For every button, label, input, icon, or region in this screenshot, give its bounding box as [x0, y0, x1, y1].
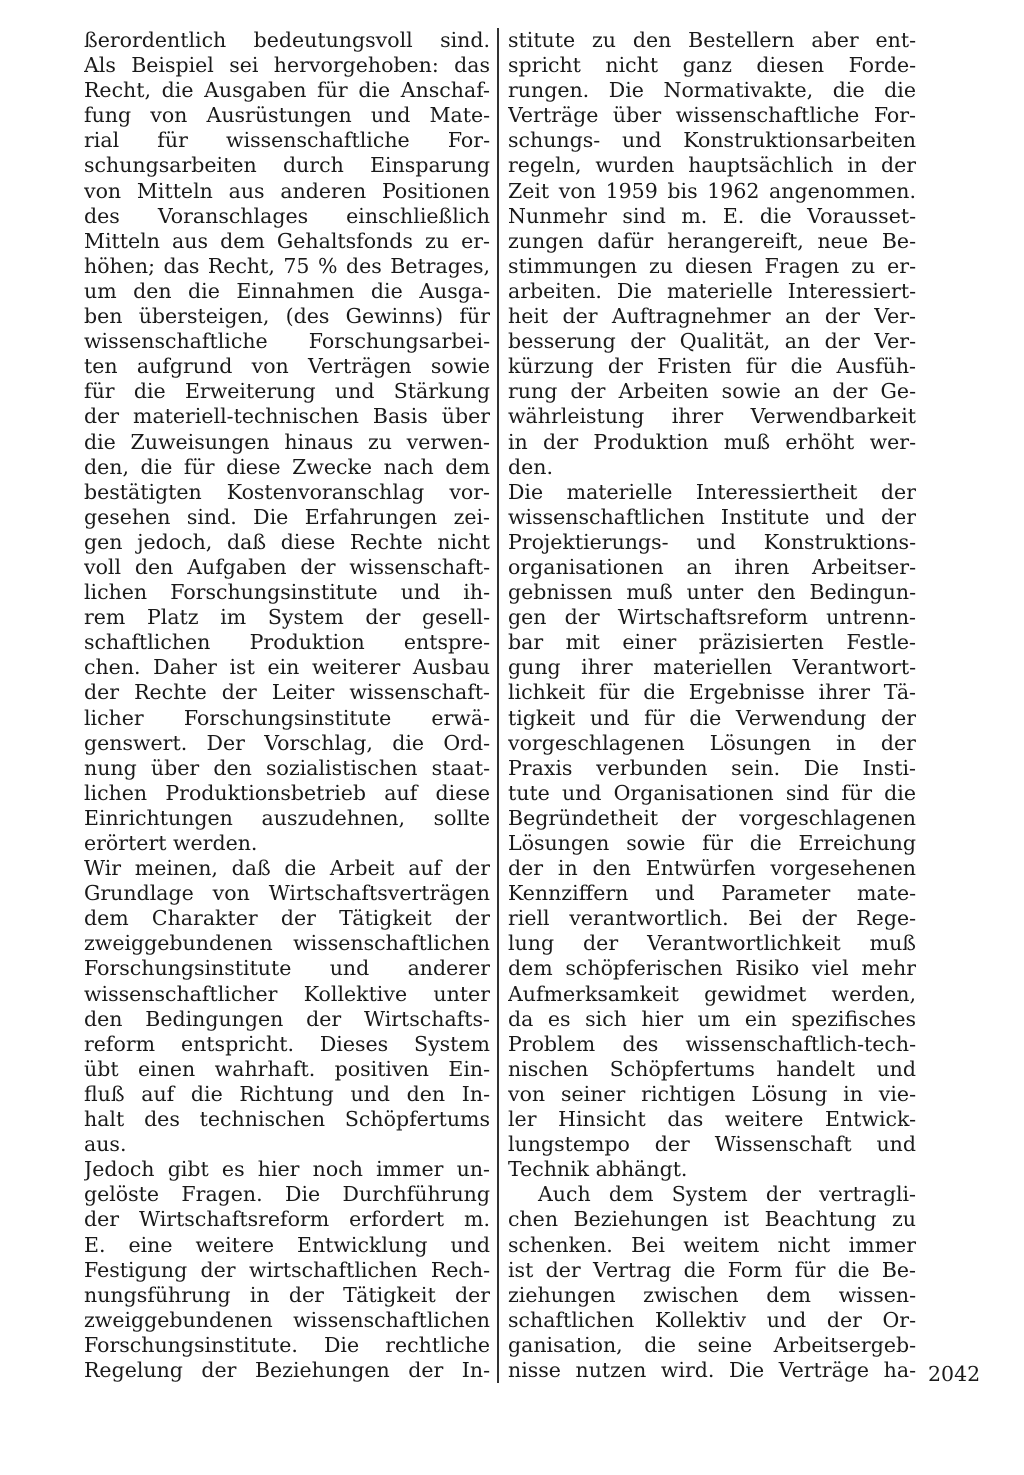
text-line: wissenschaftlicher Kollektive unter — [84, 981, 490, 1006]
text-line: lung der Verantwortlichkeit muß — [508, 931, 916, 956]
text-line: den, die für diese Zwecke nach dem — [84, 454, 490, 479]
text-line: die Zuweisungen hinaus zu verwen- — [84, 429, 490, 454]
text-line: lichen Forschungsinstitute und ih- — [84, 580, 490, 605]
text-line: rial für wissenschaftliche For- — [84, 128, 490, 153]
text-line: genswert. Der Vorschlag, die Ord- — [84, 730, 490, 755]
text-line: nung über den sozialistischen staat- — [84, 755, 490, 780]
text-line: höhen; das Recht, 75 % des Betrages, — [84, 253, 490, 278]
text-line: bar mit einer präzisierten Festle- — [508, 630, 916, 655]
text-line: chen. Daher ist ein weiterer Ausbau — [84, 655, 490, 680]
text-line: währleistung ihrer Verwendbarkeit — [508, 404, 916, 429]
text-line: rem Platz im System der gesell- — [84, 605, 490, 630]
text-line: schaftlichen Produktion entspre- — [84, 630, 490, 655]
left-text-column — [84, 28, 490, 1383]
text-line: gung ihrer materiellen Verantwort- — [508, 655, 916, 680]
text-line: reform entspricht. Dieses System — [84, 1031, 490, 1056]
text-line: riell verantwortlich. Bei der Rege- — [508, 906, 916, 931]
text-line: Nunmehr sind m. E. die Vorausset- — [508, 203, 916, 228]
text-line: aus. — [84, 1132, 127, 1157]
text-line: voll den Aufgaben der wissenschaft- — [84, 554, 490, 579]
text-line: ßerordentlich bedeutungsvoll sind. — [84, 28, 490, 52]
text-line: von Mitteln aus anderen Positionen — [84, 178, 490, 203]
text-line: zweiggebundenen wissenschaftlichen — [84, 931, 490, 956]
text-line: für die Erweiterung und Stärkung — [84, 379, 490, 404]
text-line: schenken. Bei weitem nicht immer — [508, 1232, 916, 1257]
text-line: der Rechte der Leiter wissenschaft- — [84, 680, 490, 705]
text-line: wissenschaftliche Forschungsarbei- — [84, 329, 490, 354]
text-line: Forschungsinstitute und anderer — [84, 956, 490, 981]
text-line: ten aufgrund von Verträgen sowie — [84, 354, 490, 379]
text-line: tigkeit und für die Verwendung der — [508, 705, 916, 730]
text-line: um den die Einnahmen die Ausga- — [84, 278, 490, 303]
text-line: Festigung der wirtschaftlichen Rech- — [84, 1257, 490, 1282]
text-line: Als Beispiel sei hervorgehoben: das — [84, 53, 490, 78]
text-line: Forschungsinstitute. Die rechtliche — [84, 1332, 490, 1357]
text-line: in der Produktion muß erhöht wer- — [508, 429, 916, 454]
text-line: lungstempo der Wissenschaft und — [508, 1132, 916, 1157]
text-line: der materiell-technischen Basis über — [84, 404, 490, 429]
text-line: nisse nutzen wird. Die Verträge ha- — [508, 1357, 916, 1382]
text-line: E. eine weitere Entwicklung und — [84, 1232, 490, 1257]
text-line: Einrichtungen auszudehnen, sollte — [84, 805, 490, 830]
text-line: chen Beziehungen ist Beachtung zu — [508, 1207, 916, 1232]
text-line: schaftlichen Kollektiv und der Or- — [508, 1307, 916, 1332]
text-line: stimmungen zu diesen Fragen zu er- — [508, 253, 916, 278]
text-line: stitute zu den Bestellern aber ent- — [508, 28, 916, 52]
text-line: gelöste Fragen. Die Durchführung — [84, 1182, 490, 1207]
text-line: erörtert werden. — [84, 831, 258, 855]
text-line: ler Hinsicht das weitere Entwick- — [508, 1107, 916, 1132]
text-line: Mitteln aus dem Gehaltsfonds zu er- — [84, 228, 490, 253]
text-line: da es sich hier um ein spezifisches — [508, 1006, 916, 1031]
text-line: Die materielle Interessiertheit der — [508, 479, 916, 504]
text-line: spricht nicht ganz diesen Forde- — [508, 53, 916, 78]
text-line: regeln, wurden hauptsächlich in der — [508, 153, 916, 178]
text-line: gen der Wirtschaftsreform untrenn- — [508, 605, 916, 630]
text-line: des Voranschlages einschließlich — [84, 203, 490, 228]
text-line: rung der Arbeiten sowie an der Ge- — [508, 379, 916, 404]
text-line: kürzung der Fristen für die Ausfüh- — [508, 354, 916, 379]
text-line: ist der Vertrag die Form für die Be- — [508, 1257, 916, 1282]
text-line: Technik abhängt. — [508, 1157, 688, 1182]
text-line: vorgeschlagenen Lösungen in der — [508, 730, 916, 755]
text-line: ben übersteigen, (des Gewinns) für — [84, 304, 490, 329]
text-line: fluß auf die Richtung und den In- — [84, 1081, 490, 1106]
text-line: besserung der Qualität, an der Ver- — [508, 329, 916, 354]
page-number: 2042 — [928, 1362, 981, 1386]
text-line: Jedoch gibt es hier noch immer un- — [84, 1157, 490, 1182]
column-divider — [497, 28, 499, 1383]
text-line: Auch dem System der vertragli- — [538, 1182, 916, 1207]
text-line: heit der Auftragnehmer an der Ver- — [508, 304, 916, 329]
text-line: ganisation, die seine Arbeitsergeb- — [508, 1332, 916, 1357]
text-line: Projektierungs- und Konstruktions- — [508, 529, 916, 554]
text-line: Verträge über wissenschaftliche For- — [508, 103, 916, 128]
text-line: Regelung der Beziehungen der In- — [84, 1357, 490, 1382]
text-line: übt einen wahrhaft. positiven Ein- — [84, 1056, 490, 1081]
text-line: Aufmerksamkeit gewidmet werden, — [508, 981, 916, 1006]
text-line: rungen. Die Normativakte, die die — [508, 78, 916, 103]
text-line: lichkeit für die Ergebnisse ihrer Tä- — [508, 680, 916, 705]
text-line: Kennziffern und Parameter mate- — [508, 881, 916, 906]
text-line: dem Charakter der Tätigkeit der — [84, 906, 490, 931]
text-line: ziehungen zwischen dem wissen- — [508, 1282, 916, 1307]
text-line: schungs- und Konstruktionsarbeiten — [508, 128, 916, 153]
text-line: der in den Entwürfen vorgesehenen — [508, 856, 916, 881]
text-line: gen jedoch, daß diese Rechte nicht — [84, 529, 490, 554]
text-line: wissenschaftlichen Institute und der — [508, 504, 916, 529]
text-line: Grundlage von Wirtschaftsverträgen — [84, 881, 490, 906]
text-line: licher Forschungsinstitute erwä- — [84, 705, 490, 730]
text-line: von seiner richtigen Lösung in vie- — [508, 1081, 916, 1106]
text-line: den Bedingungen der Wirtschafts- — [84, 1006, 490, 1031]
text-line: dem schöpferischen Risiko viel mehr — [508, 956, 916, 981]
text-line: gesehen sind. Die Erfahrungen zei- — [84, 504, 490, 529]
text-line: tute und Organisationen sind für die — [508, 780, 916, 805]
right-text-column — [508, 28, 916, 1383]
text-line: bestätigten Kostenvoranschlag vor- — [84, 479, 490, 504]
text-line: nischen Schöpfertums handelt und — [508, 1056, 916, 1081]
text-line: zungen dafür herangereift, neue Be- — [508, 228, 916, 253]
text-line: gebnissen muß unter den Bedingun- — [508, 580, 916, 605]
text-line: den. — [508, 454, 553, 479]
text-line: fung von Ausrüstungen und Mate- — [84, 103, 490, 128]
text-line: arbeiten. Die materielle Interessiert- — [508, 278, 916, 303]
text-line: organisationen an ihren Arbeitser- — [508, 554, 916, 579]
text-line: nungsführung in der Tätigkeit der — [84, 1282, 490, 1307]
text-line: Problem des wissenschaftlich-tech- — [508, 1031, 916, 1056]
text-line: zweiggebundenen wissenschaftlichen — [84, 1307, 490, 1332]
text-line: Recht, die Ausgaben für die Anschaf- — [84, 78, 490, 103]
text-line: Begründetheit der vorgeschlagenen — [508, 805, 916, 830]
text-line: schungsarbeiten durch Einsparung — [84, 153, 490, 178]
text-line: Lösungen sowie für die Erreichung — [508, 831, 916, 855]
text-line: lichen Produktionsbetrieb auf diese — [84, 780, 490, 805]
text-line: der Wirtschaftsreform erfordert m. — [84, 1207, 490, 1232]
text-line: Wir meinen, daß die Arbeit auf der — [84, 856, 490, 881]
text-line: Praxis verbunden sein. Die Insti- — [508, 755, 916, 780]
text-line: Zeit von 1959 bis 1962 angenommen. — [508, 178, 916, 203]
text-line: halt des technischen Schöpfertums — [84, 1107, 490, 1132]
